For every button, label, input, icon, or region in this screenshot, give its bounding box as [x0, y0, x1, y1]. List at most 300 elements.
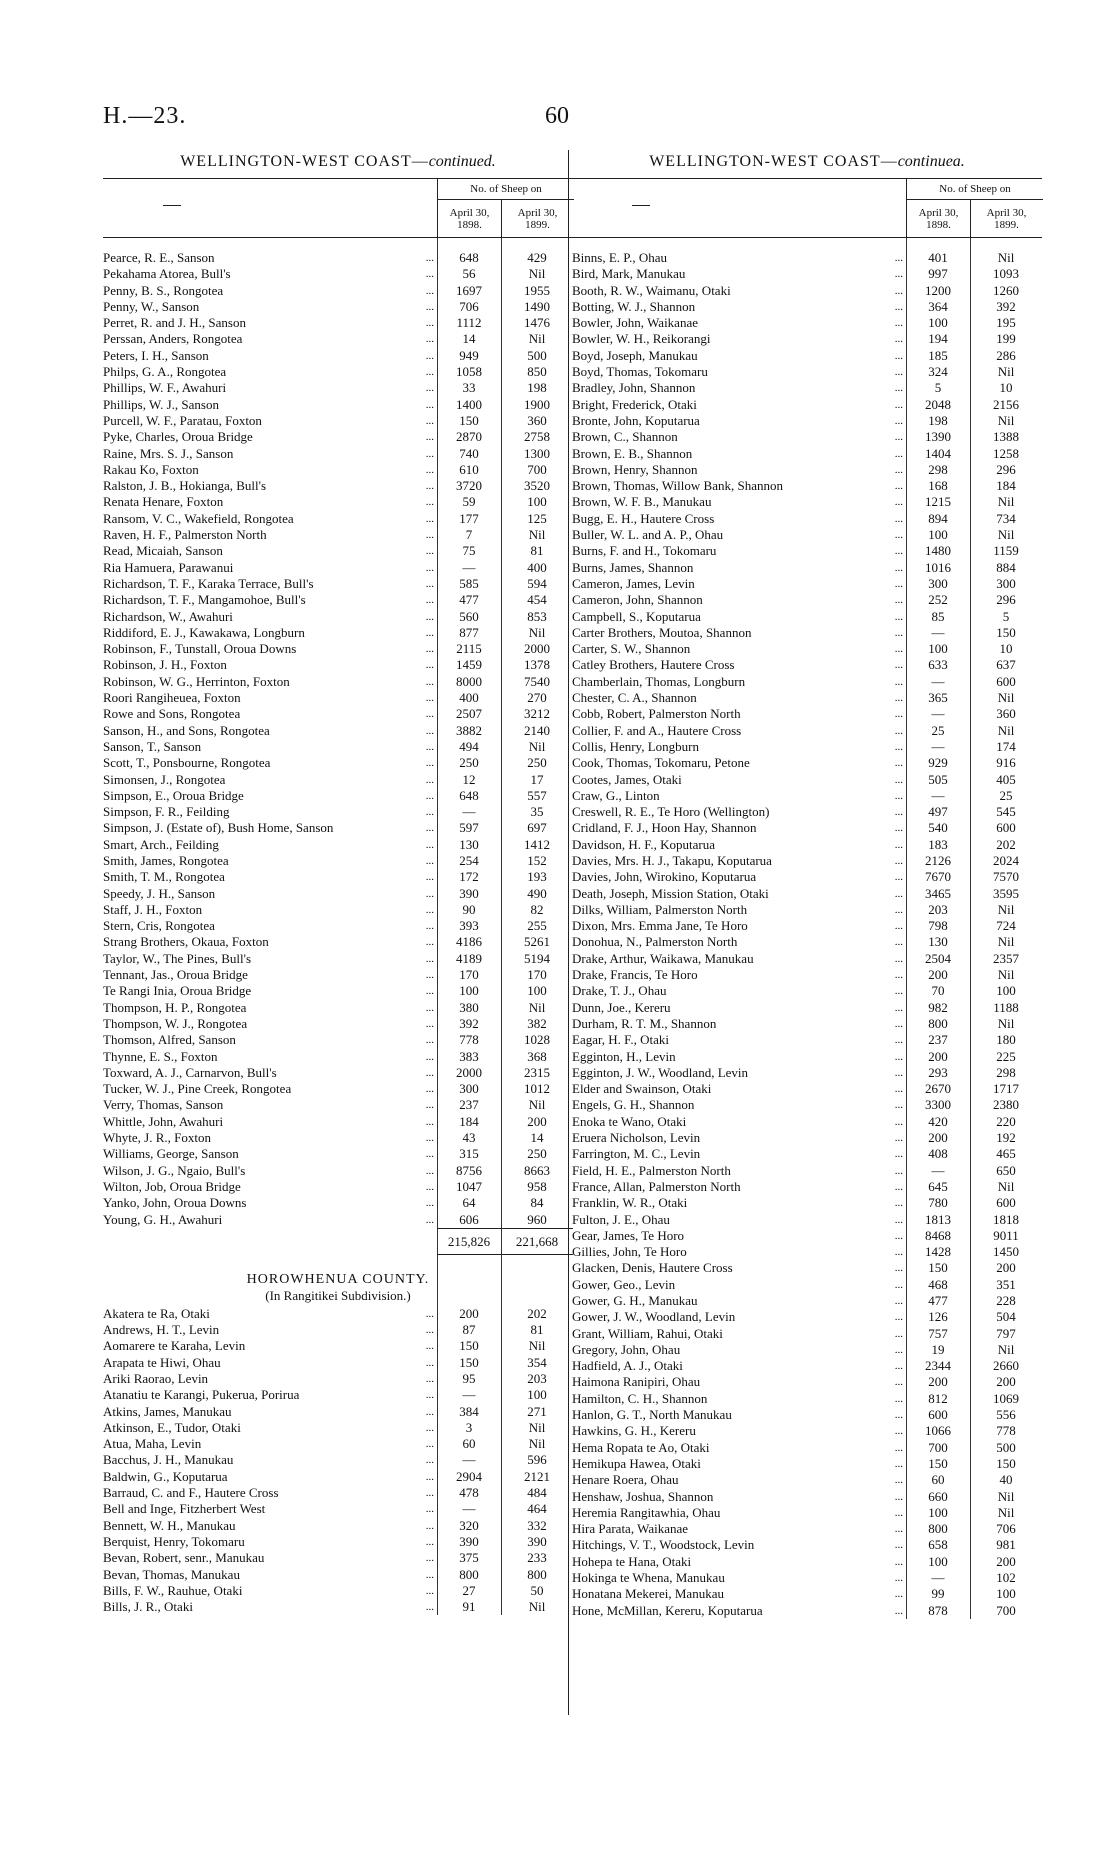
table-row [572, 625, 1042, 641]
sheep-1898: 56 [462, 266, 476, 282]
leader-dots: ... [894, 268, 903, 281]
sheep-1899: 84 [530, 1195, 544, 1211]
table-row [103, 560, 573, 576]
leader-dots: ... [425, 1373, 434, 1385]
owner-name: Gillies, John, Te Horo [572, 1244, 687, 1260]
sheep-1898: 200 [928, 1130, 948, 1146]
table-row [572, 690, 1042, 706]
sheep-1898: 100 [928, 641, 948, 657]
owner-name: Perret, R. and J. H., Sanson [103, 315, 246, 331]
owner-name: Andrews, H. T., Levin [103, 1322, 220, 1338]
leader-dots: ... [894, 561, 903, 574]
owner-name: Dunn, Joe., Kereru [572, 999, 671, 1015]
sheep-1898: 2126 [925, 852, 951, 868]
sheep-1898: 8756 [456, 1162, 482, 1178]
owner-name: Te Rangi Inia, Oroua Bridge [103, 983, 252, 999]
sheep-1899: 193 [527, 869, 547, 885]
table-row [572, 739, 1042, 755]
owner-name: Honatana Mekerei, Manukau [572, 1586, 724, 1602]
owner-name: Wilton, Job, Oroua Bridge [103, 1178, 241, 1194]
table-row [103, 1163, 573, 1179]
sheep-1898: 237 [928, 1032, 948, 1048]
table-row [572, 755, 1042, 771]
leader-dots: ... [425, 1535, 434, 1548]
owner-name: Gower, J. W., Woodland, Levin [572, 1309, 736, 1325]
sheep-1899: 1260 [993, 282, 1019, 298]
sheep-1899: 200 [996, 1260, 1016, 1276]
owner-name: Raine, Mrs. S. J., Sanson [103, 445, 234, 461]
owner-name: Hanlon, G. T., North Manukau [572, 1407, 732, 1423]
sheep-1898: 252 [928, 592, 948, 608]
leader-dots: ... [894, 1115, 903, 1128]
leader-dots: ... [894, 349, 903, 362]
sheep-1898: 375 [459, 1550, 479, 1566]
sheep-1898: 540 [928, 820, 948, 836]
leader-dots: ... [425, 1115, 434, 1128]
sheep-1899: 250 [527, 755, 547, 771]
owner-name: Simpson, E., Oroua Bridge [103, 787, 244, 803]
table-row [103, 462, 573, 478]
leader-dots: ... [894, 692, 903, 705]
sheep-1899: 296 [996, 592, 1016, 608]
sheep-1898: 168 [928, 478, 948, 494]
sheep-1898: — [931, 624, 945, 640]
sheep-1899: Nil [997, 934, 1015, 950]
sheep-1899: 1012 [524, 1081, 550, 1097]
sheep-1899: 981 [996, 1537, 1016, 1553]
leader-dots: ... [894, 1572, 903, 1585]
sheep-1898: 1047 [456, 1178, 482, 1194]
owner-name: Death, Joseph, Mission Station, Otaki [572, 885, 769, 901]
sheep-1899: 100 [996, 983, 1016, 999]
owner-name: Dixon, Mrs. Emma Jane, Te Horo [572, 918, 748, 934]
owner-name: Rowe and Sons, Rongotea [103, 706, 241, 722]
leader-dots: ... [425, 871, 434, 884]
table-row [572, 1603, 1042, 1619]
owner-name: Ransom, V. C., Wakefield, Rongotea [103, 510, 294, 526]
owner-name: Cameron, James, Levin [572, 575, 695, 591]
sheep-1899: Nil [997, 690, 1015, 706]
owner-name: Grant, William, Rahui, Otaki [572, 1325, 723, 1341]
sheep-1898: 200 [928, 1374, 948, 1390]
sheep-1898: 1016 [925, 559, 951, 575]
table-row [572, 446, 1042, 462]
owner-name: Eagar, H. F., Otaki [572, 1032, 669, 1048]
sheep-1899: 184 [996, 478, 1016, 494]
sheep-1898: 383 [459, 1048, 479, 1064]
leader-dots: ... [425, 496, 434, 509]
owner-name: Sanson, H., and Sons, Rongotea [103, 722, 270, 738]
sheep-1899: 382 [527, 1015, 547, 1031]
table-row [572, 951, 1042, 967]
sheep-1899: 354 [527, 1354, 547, 1370]
table-row [103, 1146, 573, 1162]
sheep-1898: 3882 [456, 722, 482, 738]
sheep-1898: 606 [459, 1211, 479, 1227]
owner-name: Drake, Arthur, Waikawa, Manukau [572, 950, 754, 966]
table-row [103, 967, 573, 983]
sheep-1899: 50 [530, 1582, 544, 1598]
table-row [572, 429, 1042, 445]
owner-name: Renata Henare, Foxton [103, 494, 224, 510]
sheep-1899: Nil [528, 624, 546, 640]
sheep-1898: 25 [931, 722, 945, 738]
sheep-1899: 298 [996, 1064, 1016, 1080]
owner-name: Arapata te Hiwi, Ohau [103, 1354, 221, 1370]
table-row [572, 543, 1042, 559]
sheep-1899: 853 [527, 608, 547, 624]
sheep-1898: 2115 [456, 641, 482, 657]
sheep-1899: 429 [527, 250, 547, 265]
section-subtitle: (In Rangitikei Subdivision.) [265, 1287, 411, 1303]
sheep-1899: 180 [996, 1032, 1016, 1048]
sheep-1898: 95 [462, 1371, 476, 1386]
table-row [103, 1000, 573, 1016]
table-row [572, 967, 1042, 983]
owner-name: Penny, W., Sanson [103, 298, 200, 314]
table-row [572, 331, 1042, 347]
sheep-1898: 150 [459, 1354, 479, 1370]
table-row [103, 902, 573, 918]
sheep-1899: 255 [527, 918, 547, 934]
table-row [103, 543, 573, 559]
leader-dots: ... [894, 252, 903, 264]
leader-dots: ... [425, 692, 434, 705]
owner-name: Simpson, F. R., Feilding [103, 804, 230, 820]
sheep-1899: 200 [996, 1374, 1016, 1390]
sheep-1898: 364 [928, 298, 948, 314]
table-row [103, 804, 573, 820]
owner-name: Young, G. H., Awahuri [103, 1211, 223, 1227]
table-row [103, 755, 573, 771]
sheep-1899: 400 [527, 559, 547, 575]
sheep-1898: — [462, 1387, 476, 1403]
leader-dots: ... [425, 643, 434, 656]
sheep-1898: 929 [928, 755, 948, 771]
table-row [103, 1567, 573, 1583]
sheep-1899: Nil [528, 1436, 546, 1452]
leader-dots: ... [894, 659, 903, 672]
owner-name: Raven, H. F., Palmerston North [103, 527, 267, 543]
sheep-1899: 500 [527, 347, 547, 363]
table-row [103, 1338, 573, 1354]
table-row [572, 837, 1042, 853]
sheep-1899: 174 [996, 738, 1016, 754]
sheep-1898: 2670 [925, 1081, 951, 1097]
owner-name: Farrington, M. C., Levin [572, 1146, 701, 1162]
leader-dots: ... [894, 1376, 903, 1389]
sheep-1898: 293 [928, 1064, 948, 1080]
sheep-1898: 194 [928, 331, 948, 347]
table-row [103, 869, 573, 885]
table-row [572, 462, 1042, 478]
leader-dots: ... [425, 545, 434, 558]
table-row [572, 560, 1042, 576]
sheep-1898: 658 [928, 1537, 948, 1553]
table-row [572, 902, 1042, 918]
sheep-1899: 465 [996, 1146, 1016, 1162]
sheep-1899: 192 [996, 1130, 1016, 1146]
leader-dots: ... [894, 284, 903, 297]
table-row [103, 1306, 573, 1322]
owner-name: Roori Rangiheuea, Foxton [103, 690, 241, 706]
table-row [103, 1355, 573, 1371]
leader-dots: ... [894, 854, 903, 867]
year-1899-header: April 30, 1899. [970, 199, 1042, 237]
leader-dots: ... [894, 626, 903, 639]
owner-name: Berquist, Henry, Tokomaru [103, 1533, 245, 1549]
sheep-1898: 740 [459, 445, 479, 461]
leader-dots: ... [894, 1229, 903, 1242]
leader-dots: ... [425, 1503, 434, 1516]
sheep-1899: 650 [996, 1162, 1016, 1178]
owner-name: Cootes, James, Otaki [572, 771, 682, 787]
owner-name: Durham, R. T. M., Shannon [572, 1015, 717, 1031]
sheep-1899: Nil [528, 527, 546, 543]
owner-name: Chamberlain, Thomas, Longburn [572, 673, 746, 689]
sheep-1898: 2048 [925, 396, 951, 412]
sheep-1898: 1697 [456, 282, 482, 298]
table-row [103, 283, 573, 299]
sheep-1898: 172 [459, 869, 479, 885]
sheep-1899: 1717 [993, 1081, 1019, 1097]
sheep-1899: 2024 [993, 852, 1019, 868]
table-row [572, 1293, 1042, 1309]
owner-name: Henare Roera, Ohau [572, 1472, 679, 1488]
leader-dots: ... [894, 952, 903, 965]
owner-name: Carter, S. W., Shannon [572, 641, 691, 657]
table-row [572, 592, 1042, 608]
sheep-1899: 2121 [524, 1468, 550, 1484]
sheep-1898: 477 [928, 1293, 948, 1308]
table-row [572, 820, 1042, 836]
sheep-1899: 250 [527, 1146, 547, 1162]
right-table-header [572, 178, 1042, 238]
owner-name: Collis, Henry, Longburn [572, 738, 699, 754]
leader-dots: ... [894, 1474, 903, 1487]
owner-name: Smith, James, Rongotea [103, 852, 229, 868]
owner-name: Burns, F. and H., Tokomaru [572, 543, 717, 559]
sheep-1898: 706 [459, 298, 479, 314]
owner-name: Thompson, W. J., Rongotea [103, 1015, 248, 1031]
sheep-1899: 100 [527, 494, 547, 510]
sheep-1899: 152 [527, 852, 547, 868]
sheep-1898: 798 [928, 918, 948, 934]
owner-name: Bright, Frederick, Otaki [572, 396, 697, 412]
sheep-1898: — [462, 804, 476, 820]
owner-name: Collier, F. and A., Hautere Cross [572, 722, 742, 738]
sheep-1899: 200 [996, 1553, 1016, 1569]
leader-dots: ... [894, 1099, 903, 1112]
owner-name: Botting, W. J., Shannon [572, 298, 696, 314]
sheep-1899: 225 [996, 1048, 1016, 1064]
sheep-1899: 2758 [524, 429, 550, 445]
table-row [572, 527, 1042, 543]
sheep-1898: 393 [459, 918, 479, 934]
owner-name: Bell and Inge, Fitzherbert West [103, 1501, 266, 1517]
owner-name: Wilson, J. G., Ngaio, Bull's [103, 1162, 246, 1178]
table-row [103, 1436, 573, 1452]
table-row [103, 1016, 573, 1032]
table-row [572, 1081, 1042, 1097]
leader-dots: ... [425, 284, 434, 297]
sheep-1899: Nil [997, 901, 1015, 917]
owner-name: Bowler, John, Waikanae [572, 315, 698, 331]
leader-dots: ... [894, 317, 903, 330]
sheep-1898: 315 [459, 1146, 479, 1162]
table-row [572, 674, 1042, 690]
table-row [103, 250, 573, 266]
leader-dots: ... [425, 382, 434, 395]
table-row [572, 918, 1042, 934]
sheep-1899: 10 [999, 380, 1013, 396]
leader-dots: ... [894, 1017, 903, 1030]
table-row [572, 364, 1042, 380]
sheep-1898: 997 [928, 266, 948, 282]
table-row [572, 1260, 1042, 1276]
sheep-1899: 500 [996, 1439, 1016, 1455]
sheep-1898: 14 [462, 331, 476, 347]
owner-name: Baldwin, G., Koputarua [103, 1468, 228, 1484]
sheep-1898: — [931, 1162, 945, 1178]
owner-name: Hohepa te Hana, Otaki [572, 1553, 692, 1569]
leader-dots: ... [894, 463, 903, 476]
owner-name: Brown, C., Shannon [572, 429, 678, 445]
sheep-1899: 800 [527, 1566, 547, 1582]
table-row [572, 788, 1042, 804]
sheep-1898: 91 [462, 1599, 476, 1615]
sheep-1899: 5 [1002, 608, 1010, 624]
sheep-1898: 100 [928, 315, 948, 331]
leader-dots: ... [894, 529, 903, 542]
owner-name: Craw, G., Linton [572, 787, 660, 803]
sheep-1899: 1378 [524, 657, 550, 673]
table-row [103, 951, 573, 967]
table-row [103, 478, 573, 494]
table-row [103, 723, 573, 739]
leader-dots: ... [425, 512, 434, 525]
sheep-1898: 99 [931, 1586, 945, 1602]
leader-dots: ... [894, 1066, 903, 1079]
sheep-1898: 7 [465, 527, 473, 543]
leader-dots: ... [425, 349, 434, 362]
sheep-1899: 200 [527, 1113, 547, 1129]
sheep-1899: Nil [997, 722, 1015, 738]
sheep-1899: 3520 [524, 478, 550, 494]
table-row [103, 1404, 573, 1420]
leader-dots: ... [425, 1421, 434, 1434]
sheep-1898: 87 [462, 1322, 476, 1338]
sheep-1898: — [931, 1570, 945, 1586]
sheep-1898: 64 [462, 1195, 476, 1211]
leader-dots: ... [425, 659, 434, 672]
sheep-1899: Nil [528, 738, 546, 754]
owner-name: Field, H. E., Palmerston North [572, 1162, 731, 1178]
table-row [572, 1097, 1042, 1113]
table-row [572, 1505, 1042, 1521]
owner-name: Akatera te Ra, Otaki [103, 1305, 210, 1321]
sheep-1899: 390 [527, 1533, 547, 1549]
leader-dots: ... [894, 1604, 903, 1617]
leader-dots: ... [425, 1324, 434, 1337]
leader-dots: ... [894, 1034, 903, 1047]
leader-dots: ... [894, 773, 903, 786]
sheep-1899: 778 [996, 1423, 1016, 1439]
right-table-body [572, 238, 1042, 1619]
sheep-1898: — [931, 738, 945, 754]
sheep-1899: 170 [527, 967, 547, 983]
table-row [103, 837, 573, 853]
leader-dots: ... [894, 1588, 903, 1601]
sheep-1899: Nil [997, 364, 1015, 380]
table-row [103, 918, 573, 934]
sheep-1898: 100 [928, 527, 948, 543]
table-row [572, 657, 1042, 673]
owner-name: Ralston, J. B., Hokianga, Bull's [103, 478, 267, 494]
owner-name: Hitchings, V. T., Woodstock, Levin [572, 1537, 755, 1553]
owner-name: Tennant, Jas., Oroua Bridge [103, 967, 248, 983]
leader-dots: ... [425, 740, 434, 753]
owner-name: Boyd, Thomas, Tokomaru [572, 364, 708, 380]
owner-name: Bevan, Thomas, Manukau [103, 1566, 240, 1582]
owner-name: Bowler, W. H., Reikorangi [572, 331, 711, 347]
sheep-1899: 697 [527, 820, 547, 836]
leader-dots: ... [425, 1389, 434, 1402]
table-row [572, 1391, 1042, 1407]
sheep-1899: 270 [527, 690, 547, 706]
owner-name: Dilks, William, Palmerston North [572, 901, 748, 917]
left-column [103, 150, 573, 1615]
sheep-1899: 125 [527, 510, 547, 526]
sheep-1899: 360 [527, 412, 547, 428]
leader-dots: ... [894, 398, 903, 411]
sheep-1899: 100 [527, 983, 547, 999]
sheep-1899: 594 [527, 575, 547, 591]
owner-name: Fulton, J. E., Ohau [572, 1211, 670, 1227]
sheep-1899: 2660 [993, 1358, 1019, 1374]
leader-dots: ... [425, 1438, 434, 1451]
sheep-1899: 454 [527, 592, 547, 608]
owner-name: Bird, Mark, Manukau [572, 266, 686, 282]
sheep-1899: Nil [997, 250, 1015, 265]
table-row [103, 1097, 573, 1113]
table-row [103, 299, 573, 315]
leader-dots: ... [425, 920, 434, 933]
owner-name: Buller, W. L. and A. P., Ohau [572, 527, 724, 543]
table-row [103, 886, 573, 902]
leader-dots: ... [894, 1278, 903, 1291]
table-row [103, 348, 573, 364]
sheep-1899: 2380 [993, 1097, 1019, 1113]
owner-name: Whyte, J. R., Foxton [103, 1130, 211, 1146]
sheep-1899: 271 [527, 1403, 547, 1419]
sheep-1898: 3465 [925, 885, 951, 901]
table-row [572, 1049, 1042, 1065]
sheep-1898: 237 [459, 1097, 479, 1113]
sheep-1898: 610 [459, 461, 479, 477]
sheep-1899: 1300 [524, 445, 550, 461]
sheep-1899: 1069 [993, 1390, 1019, 1406]
sheep-1899: 203 [527, 1371, 547, 1386]
leader-dots: ... [894, 1180, 903, 1193]
sheep-1899: 960 [527, 1211, 547, 1227]
sheep-1899: 150 [996, 1455, 1016, 1471]
table-row [572, 250, 1042, 266]
sheep-1898: — [931, 706, 945, 722]
table-row [103, 1550, 573, 1566]
owner-name: Bills, F. W., Rauhue, Otaki [103, 1582, 243, 1598]
total-row [103, 1228, 573, 1254]
